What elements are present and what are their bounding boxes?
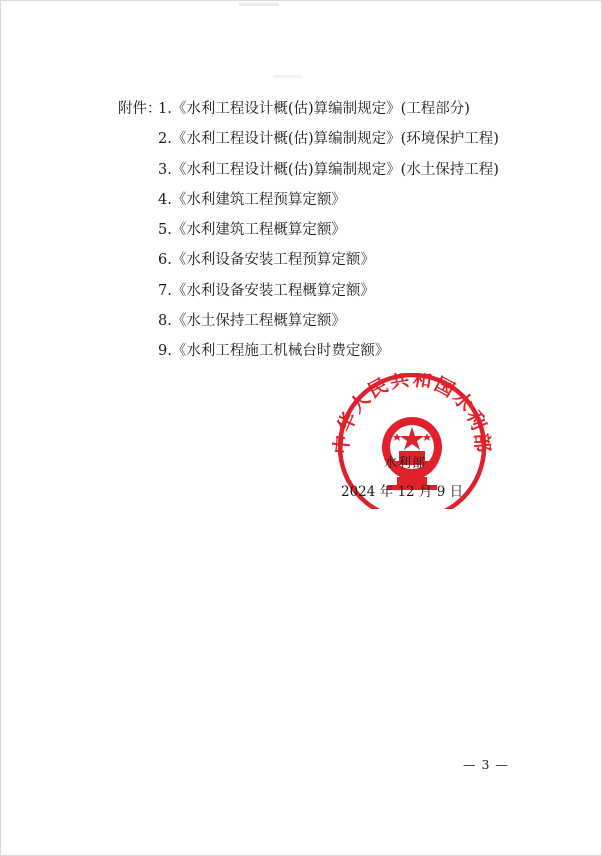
attachment-item: 6.《水利设备安装工程预算定额》 xyxy=(158,252,375,268)
attachment-item: 2.《水利工程设计概(估)算编制规定》(环境保护工程) xyxy=(158,131,499,147)
page-number: — 3 — xyxy=(463,757,509,772)
signing-organization: 水利部 xyxy=(384,456,427,471)
scan-mark xyxy=(273,75,301,78)
svg-text:中华人民共和国水利部: 中华人民共和国水利部 xyxy=(330,373,494,455)
attachment-item: 1.《水利工程设计概(估)算编制规定》(工程部分) xyxy=(158,101,470,117)
attachment-item: 8.《水土保持工程概算定额》 xyxy=(158,313,346,329)
attachment-item: 4.《水利建筑工程预算定额》 xyxy=(158,192,346,208)
signing-date: 2024 年 12 月 9 日 xyxy=(341,484,464,500)
attachment-item: 5.《水利建筑工程概算定额》 xyxy=(158,222,346,238)
scan-mark xyxy=(239,3,279,6)
attachment-item: 7.《水利设备安装工程概算定额》 xyxy=(158,283,375,299)
attachment-item: 3.《水利工程设计概(估)算编制规定》(水土保持工程) xyxy=(158,162,499,178)
attachments-label: 附件： xyxy=(118,101,162,117)
attachment-item: 9.《水利工程施工机械台时费定额》 xyxy=(158,343,390,359)
